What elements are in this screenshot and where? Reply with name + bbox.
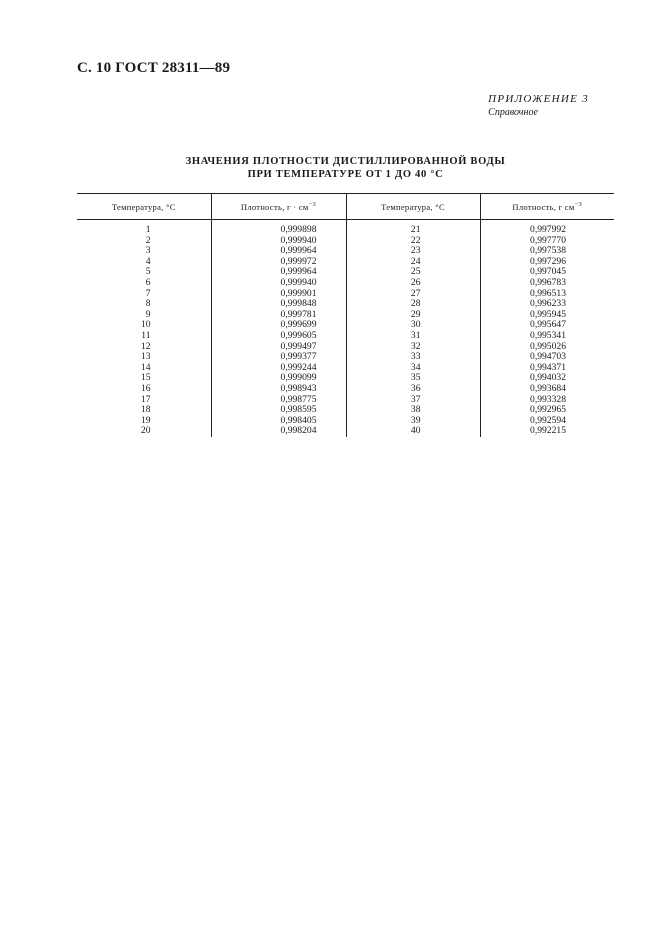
temperature-cell: 16 bbox=[140, 382, 151, 394]
density-cell: 0,993328 bbox=[480, 395, 614, 406]
temperature-cell: 20 bbox=[140, 425, 151, 437]
table-title-line1: ЗНАЧЕНИЯ ПЛОТНОСТИ ДИСТИЛЛИРОВАННОЙ ВОДЫ bbox=[185, 156, 506, 167]
temperature-cell: 2 bbox=[145, 234, 151, 246]
temperature-cell: 22 bbox=[346, 236, 480, 247]
temperature-cell: 34 bbox=[346, 363, 480, 374]
density-cell: 0,999964 bbox=[211, 246, 346, 257]
table-title-line2: ПРИ ТЕМПЕРАТУРЕ ОТ 1 ДО 40 °С bbox=[247, 169, 444, 180]
density-cell: 0,999940 bbox=[211, 278, 346, 289]
temperature-cell: 12 bbox=[140, 340, 151, 352]
density-cell: 0,999497 bbox=[211, 342, 346, 353]
density-cell: 0,994032 bbox=[480, 373, 614, 384]
density-cell: 0,998204 bbox=[211, 426, 346, 437]
temperature-cell: 36 bbox=[346, 384, 480, 395]
density-cell: 0,999940 bbox=[211, 236, 346, 247]
page-header: С. 10 ГОСТ 28311—89 bbox=[77, 60, 231, 76]
density-cell: 0,995945 bbox=[480, 310, 614, 321]
density-cell: 0,996513 bbox=[480, 289, 614, 300]
temperature-cell: 27 bbox=[346, 289, 480, 300]
density-table bbox=[77, 193, 614, 437]
density-cell: 0,999099 bbox=[211, 373, 346, 384]
header-density-2: Плотность, г $см^{-3}$ bbox=[480, 194, 614, 220]
density-cell: 0,996783 bbox=[480, 278, 614, 289]
temperature-cell: 21 bbox=[346, 225, 480, 236]
table-header-row bbox=[77, 194, 614, 220]
density-cell: 0,994371 bbox=[480, 363, 614, 374]
density-cell: 0,999699 bbox=[211, 320, 346, 331]
density-cell: 0,999605 bbox=[211, 331, 346, 342]
temperature-cell: 7 bbox=[145, 287, 151, 299]
temperature-cell: 11 bbox=[141, 329, 151, 341]
density-cell: 0,996233 bbox=[480, 299, 614, 310]
appendix-subtitle: Справочное bbox=[488, 107, 538, 118]
temperature-cell: 35 bbox=[346, 373, 480, 384]
density-cell: 0,999898 bbox=[211, 225, 346, 236]
temperature-cell: 26 bbox=[346, 278, 480, 289]
temperature-cell: 10 bbox=[140, 319, 151, 331]
density-cell: 0,995026 bbox=[480, 342, 614, 353]
density-cell: 0,999377 bbox=[211, 352, 346, 363]
temperature-cell: 8 bbox=[145, 298, 151, 310]
density-cell: 0,998943 bbox=[211, 384, 346, 395]
temperature-cell: 13 bbox=[140, 351, 151, 363]
table-row bbox=[77, 225, 614, 236]
temperature-cell: 5 bbox=[145, 266, 151, 278]
density-cell: 0,998405 bbox=[211, 416, 346, 427]
temperature-cell: 15 bbox=[140, 372, 151, 384]
temperature-cell: 9 bbox=[145, 308, 151, 320]
temperature-cell: 30 bbox=[346, 320, 480, 331]
temperature-cell: 17 bbox=[140, 393, 151, 405]
table-row bbox=[77, 331, 614, 342]
temperature-cell: 38 bbox=[346, 405, 480, 416]
appendix-label bbox=[488, 93, 589, 118]
density-cell: 0,993684 bbox=[480, 384, 614, 395]
density-cell: 0,995341 bbox=[480, 331, 614, 342]
density-cell: 0,997992 bbox=[480, 225, 614, 236]
temperature-cell: 37 bbox=[346, 395, 480, 406]
temperature-cell: 33 bbox=[346, 352, 480, 363]
temperature-cell: 24 bbox=[346, 257, 480, 268]
temperature-cell: 28 bbox=[346, 299, 480, 310]
temperature-cell: 6 bbox=[145, 276, 151, 288]
density-cell: 0,994703 bbox=[480, 352, 614, 363]
temperature-cell: 14 bbox=[140, 361, 151, 373]
temperature-cell: 4 bbox=[145, 255, 151, 267]
density-cell: 0,997296 bbox=[480, 257, 614, 268]
temperature-cell: 39 bbox=[346, 416, 480, 427]
density-cell: 0,999244 bbox=[211, 363, 346, 374]
temperature-cell: 31 bbox=[346, 331, 480, 342]
density-cell: 0,995647 bbox=[480, 320, 614, 331]
temperature-cell: 25 bbox=[346, 267, 480, 278]
temperature-cell: 40 bbox=[346, 426, 480, 437]
density-cell: 0,997770 bbox=[480, 236, 614, 247]
temperature-cell: 23 bbox=[346, 246, 480, 257]
density-cell: 0,998775 bbox=[211, 395, 346, 406]
density-cell: 0,997045 bbox=[480, 267, 614, 278]
temperature-cell: 1 bbox=[145, 224, 151, 235]
density-cell: 0,997538 bbox=[480, 246, 614, 257]
temperature-cell: 32 bbox=[346, 342, 480, 353]
density-cell: 0,999964 bbox=[211, 267, 346, 278]
temperature-cell: 18 bbox=[140, 404, 151, 416]
table-row bbox=[77, 384, 614, 395]
table-title bbox=[77, 155, 614, 181]
density-cell: 0,999901 bbox=[211, 289, 346, 300]
temperature-cell: 19 bbox=[140, 414, 151, 426]
density-cell: 0,999781 bbox=[211, 310, 346, 321]
header-density: Плотность, $г \cdot см^{-3}$ bbox=[211, 194, 346, 220]
density-cell: 0,999848 bbox=[211, 299, 346, 310]
table-row bbox=[77, 278, 614, 289]
header-temperature-2: Температура, °С bbox=[346, 194, 480, 220]
density-cell: 0,998595 bbox=[211, 405, 346, 416]
appendix-title: ПРИЛОЖЕНИЕ 3 bbox=[488, 93, 589, 105]
temperature-cell: 29 bbox=[346, 310, 480, 321]
density-cell: 0,999972 bbox=[211, 257, 346, 268]
header-temperature: Температура, °С bbox=[77, 194, 211, 220]
temperature-cell: 3 bbox=[145, 245, 151, 257]
density-cell: 0,992965 bbox=[480, 405, 614, 416]
density-cell: 0,992215 bbox=[480, 426, 614, 437]
density-cell: 0,992594 bbox=[480, 416, 614, 427]
table-row bbox=[77, 426, 614, 437]
